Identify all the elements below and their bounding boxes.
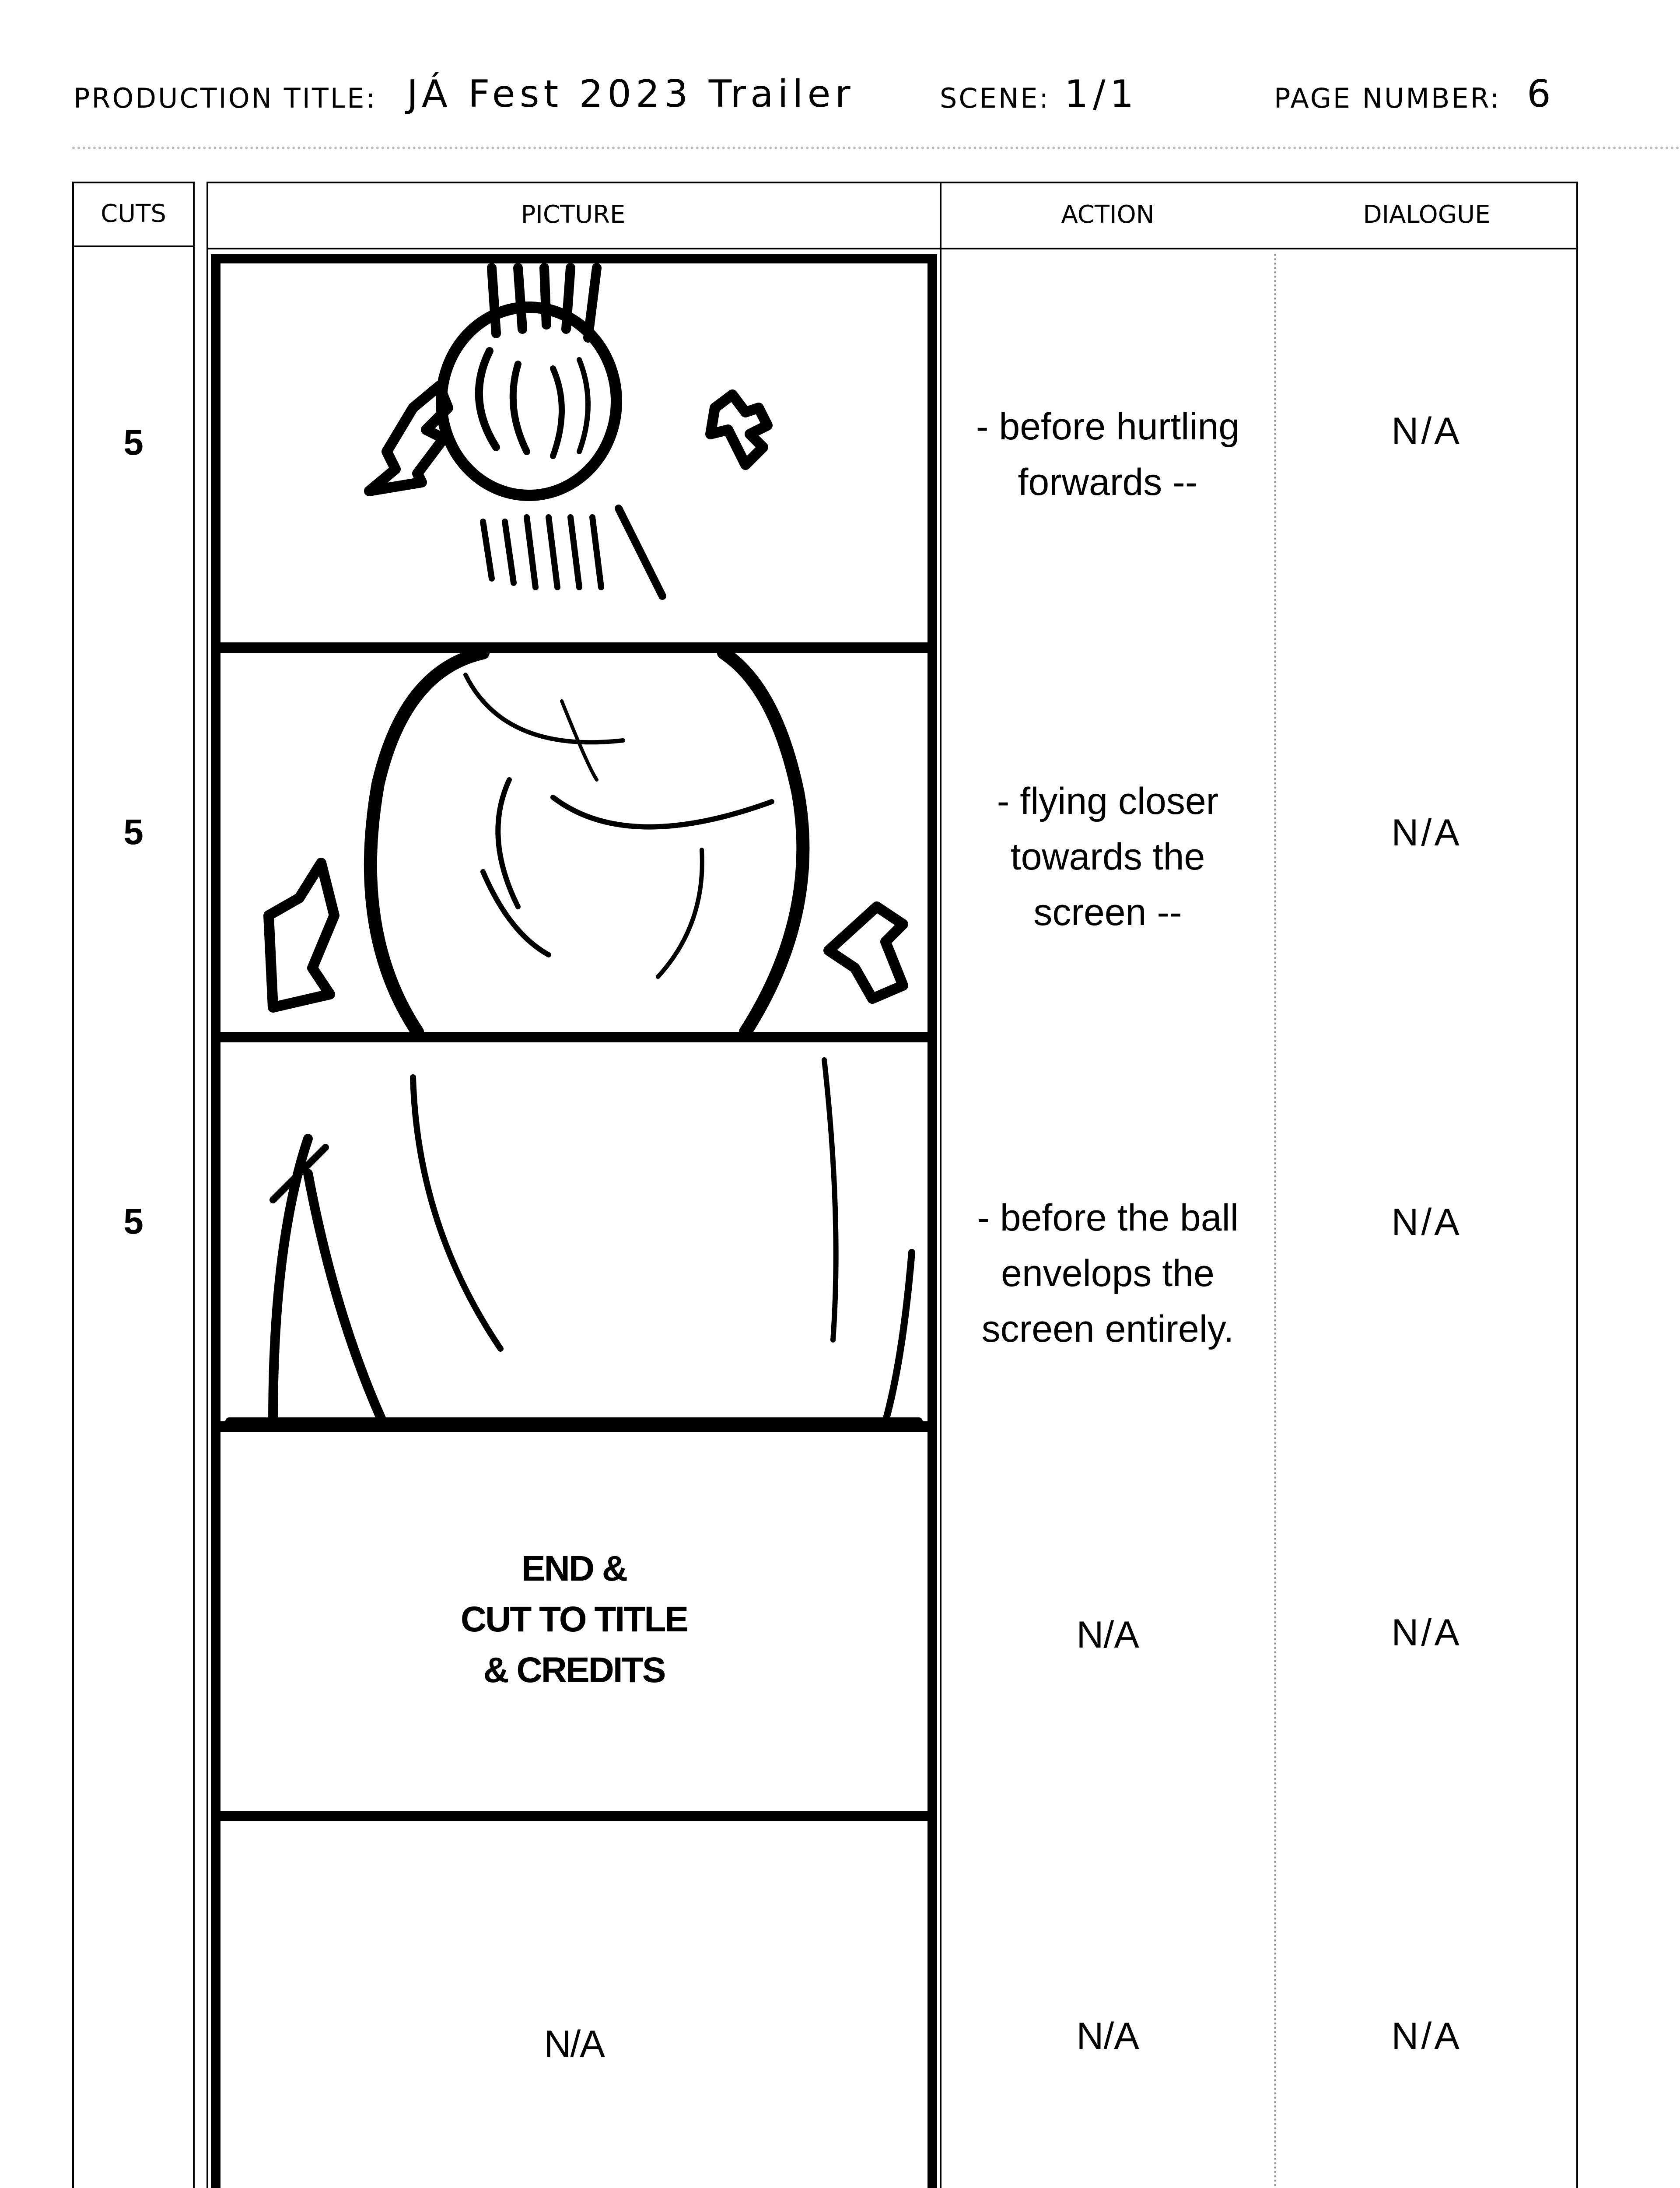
action-3-line-2: envelops the [1001,1252,1214,1294]
action-2-line-3: screen -- [1033,891,1182,933]
action-header: ACTION [1061,200,1155,229]
cut-number-3: 5 [123,1202,144,1241]
dialogue-text-3: N/A [1391,1201,1462,1243]
header-divider [72,147,1680,149]
page-number-value: 6 [1527,72,1555,116]
action-2-line-1: - flying closer [997,780,1219,822]
ball-sketch-closer [220,653,928,1032]
end-line-3: & CREDITS [483,1650,665,1690]
action-text-3 [942,1190,1274,1357]
scene-label: SCENE: [940,82,1050,114]
action-text-4 [942,1607,1274,1663]
dialogue-text-4: N/A [1391,1612,1462,1654]
picture-panel-1 [211,254,937,652]
end-line-1: END & [521,1549,627,1588]
cut-number-1: 5 [123,423,144,463]
action-text-2 [942,774,1274,940]
dialogue-text-1: N/A [1391,410,1462,452]
cut-number-2: 5 [123,812,144,852]
page-number-label: PAGE NUMBER: [1274,82,1501,114]
action-1-line-1: - before hurtling [976,406,1240,448]
picture-panel-3 [211,1033,937,1431]
action-text-5 [942,2009,1274,2064]
picture-panel-2 [211,643,937,1041]
picture-panel-5 [211,1812,937,2188]
production-title-label: PRODUCTION TITLE: [74,82,377,114]
picture-panel-4 [211,1422,937,1820]
cuts-header: CUTS [72,182,195,247]
production-title: JÁ Fest 2023 Trailer [407,72,855,116]
action-3-line-3: screen entirely. [981,1308,1234,1350]
end-title-text [220,1543,928,1696]
cuts-column [72,182,195,2188]
dialogue-text-5: N/A [1391,2015,1462,2057]
action-3-line-1: - before the ball [977,1197,1239,1239]
action-1-line-2: forwards -- [1018,461,1198,503]
action-text-1 [942,399,1274,510]
dialogue-text-2: N/A [1391,812,1462,854]
picture-na-text: N/A [544,2023,604,2065]
picture-header: PICTURE [521,200,626,229]
dialogue-header: DIALOGUE [1363,200,1491,229]
action-5-line-1: N/A [1076,2015,1139,2057]
scene-value: 1/1 [1064,72,1138,116]
ball-sketch-far [220,263,928,642]
action-4-line-1: N/A [1076,1614,1139,1656]
end-line-2: CUT TO TITLE [460,1599,688,1639]
action-2-line-2: towards the [1010,836,1205,878]
ball-sketch-closest [220,1042,928,1421]
